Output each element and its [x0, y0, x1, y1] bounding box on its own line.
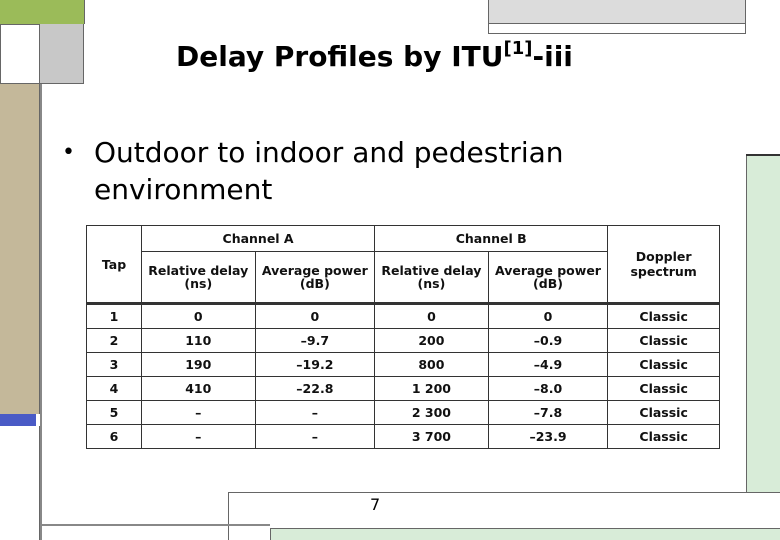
cell-doppler: Classic	[608, 425, 720, 449]
header-doppler-spectrum: Doppler spectrum	[608, 226, 720, 304]
cell-b-power: –0.9	[488, 329, 608, 353]
left-lower-box	[0, 426, 40, 540]
corner-green-block	[0, 0, 84, 24]
cell-b-power: –23.9	[488, 425, 608, 449]
cell-b-delay: 3 700	[375, 425, 489, 449]
bullet-text: Outdoor to indoor and pedestrian environment	[94, 136, 564, 206]
cell-b-delay: 2 300	[375, 401, 489, 425]
cell-doppler: Classic	[608, 329, 720, 353]
bottom-green-bar	[270, 528, 780, 540]
cell-a-delay: 190	[142, 353, 256, 377]
cell-b-delay: 0	[375, 304, 489, 329]
cell-tap: 4	[87, 377, 142, 401]
cell-tap: 5	[87, 401, 142, 425]
table-row	[87, 353, 720, 377]
cell-a-power: –	[255, 401, 375, 425]
cell-b-power: –4.9	[488, 353, 608, 377]
slide-title-suffix: -iii	[532, 40, 573, 73]
delay-profile-table	[86, 225, 720, 449]
cell-doppler: Classic	[608, 401, 720, 425]
right-dark-line	[746, 154, 780, 156]
cell-doppler: Classic	[608, 377, 720, 401]
slide-title	[176, 38, 736, 73]
cell-a-delay: –	[142, 425, 256, 449]
cell-a-delay: 0	[142, 304, 256, 329]
table-row	[87, 401, 720, 425]
cell-a-power: 0	[255, 304, 375, 329]
cell-tap: 1	[87, 304, 142, 329]
corner-white-box	[0, 24, 40, 84]
header-a-average-power: Average power (dB)	[255, 252, 375, 304]
left-tan-strip	[0, 84, 40, 414]
cell-tap: 2	[87, 329, 142, 353]
cell-a-delay: 410	[142, 377, 256, 401]
cell-b-delay: 1 200	[375, 377, 489, 401]
cell-b-delay: 200	[375, 329, 489, 353]
cell-b-power: 0	[488, 304, 608, 329]
left-vertical-rule	[40, 84, 42, 540]
cell-b-delay: 800	[375, 353, 489, 377]
bullet-point	[62, 134, 702, 208]
cell-doppler: Classic	[608, 353, 720, 377]
cell-doppler: Classic	[608, 304, 720, 329]
table-body	[87, 304, 720, 449]
cell-a-power: –19.2	[255, 353, 375, 377]
header-tap: Tap	[87, 226, 142, 304]
table-row	[87, 377, 720, 401]
reference-marker: [1]	[503, 38, 533, 59]
header-b-relative-delay: Relative delay (ns)	[375, 252, 489, 304]
header-a-relative-delay: Relative delay (ns)	[142, 252, 256, 304]
corner-gray-block	[40, 24, 84, 84]
bottom-horizontal-rule	[42, 524, 270, 526]
cell-b-power: –8.0	[488, 377, 608, 401]
delay-profile-table-container	[86, 225, 722, 451]
header-channel-b: Channel B	[375, 226, 608, 252]
right-green-strip	[746, 156, 780, 492]
cell-a-delay: –	[142, 401, 256, 425]
slide-title-main: Delay Profiles by ITU	[176, 40, 504, 73]
table-row	[87, 329, 720, 353]
cell-a-delay: 110	[142, 329, 256, 353]
cell-tap: 3	[87, 353, 142, 377]
header-b-average-power: Average power (dB)	[488, 252, 608, 304]
cell-b-power: –7.8	[488, 401, 608, 425]
table-row	[87, 304, 720, 329]
top-right-gray-block	[488, 0, 746, 24]
cell-tap: 6	[87, 425, 142, 449]
header-channel-a: Channel A	[142, 226, 375, 252]
page-number: 7	[370, 495, 381, 514]
top-right-white-box	[488, 24, 746, 34]
left-blue-marker	[0, 414, 36, 426]
cell-a-power: –9.7	[255, 329, 375, 353]
bullet-icon: •	[62, 140, 75, 165]
table-row	[87, 425, 720, 449]
cell-a-power: –	[255, 425, 375, 449]
cell-a-power: –22.8	[255, 377, 375, 401]
